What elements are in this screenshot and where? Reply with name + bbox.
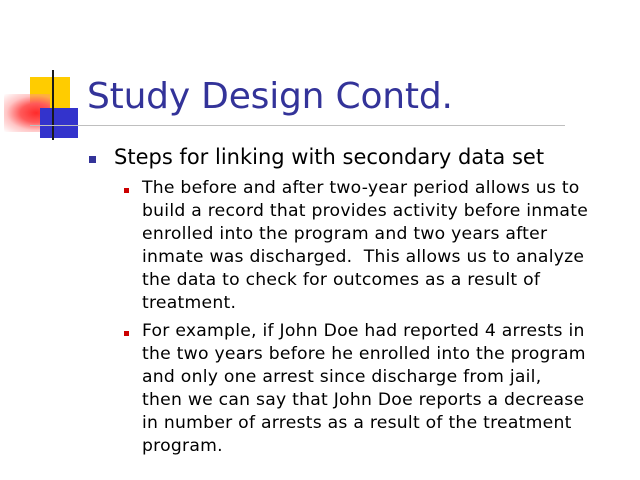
- sub-bullet-1-line: The before and after two-year period allows us to: [142, 178, 580, 198]
- sub-bullet-1-line: build a record that provides activity before inmate: [142, 201, 589, 221]
- slide-title: Study Design Contd.: [87, 76, 453, 117]
- sub-bullet-1-line: inmate was discharged. This allows us to analyze: [142, 247, 585, 267]
- sub-bullet-2-line: and only one arrest since discharge from jail,: [142, 367, 542, 387]
- sub-bullet-1-line: treatment.: [142, 293, 237, 313]
- sub-bullet-2-line: in number of arrests as a result of the treatment: [142, 413, 572, 433]
- sub-bullet-2-line: the two years before he enrolled into the program: [142, 344, 586, 364]
- sub-bullet-1: [142, 177, 622, 315]
- sub-bullet-2-line: program.: [142, 436, 223, 456]
- sub-bullet-1-line: enrolled into the program and two years after: [142, 224, 548, 244]
- bullet-level1-text: Steps for linking with secondary data set: [114, 145, 545, 169]
- bullet-square-icon: [89, 156, 96, 163]
- sub-bullet-square-icon: [124, 188, 129, 193]
- sub-bullet-2-line: then we can say that John Doe reports a decrease: [142, 390, 585, 410]
- sub-bullet-1-line: the data to check for outcomes as a result of: [142, 270, 541, 290]
- sub-bullet-2: [142, 320, 622, 458]
- sub-bullet-square-icon: [124, 331, 129, 336]
- deco-blue-square: [40, 108, 78, 138]
- deco-vertical-line: [52, 70, 54, 140]
- corner-decoration: [0, 0, 90, 150]
- sub-bullet-2-line: For example, if John Doe had reported 4 arrests in: [142, 321, 585, 341]
- title-rule: [30, 125, 565, 126]
